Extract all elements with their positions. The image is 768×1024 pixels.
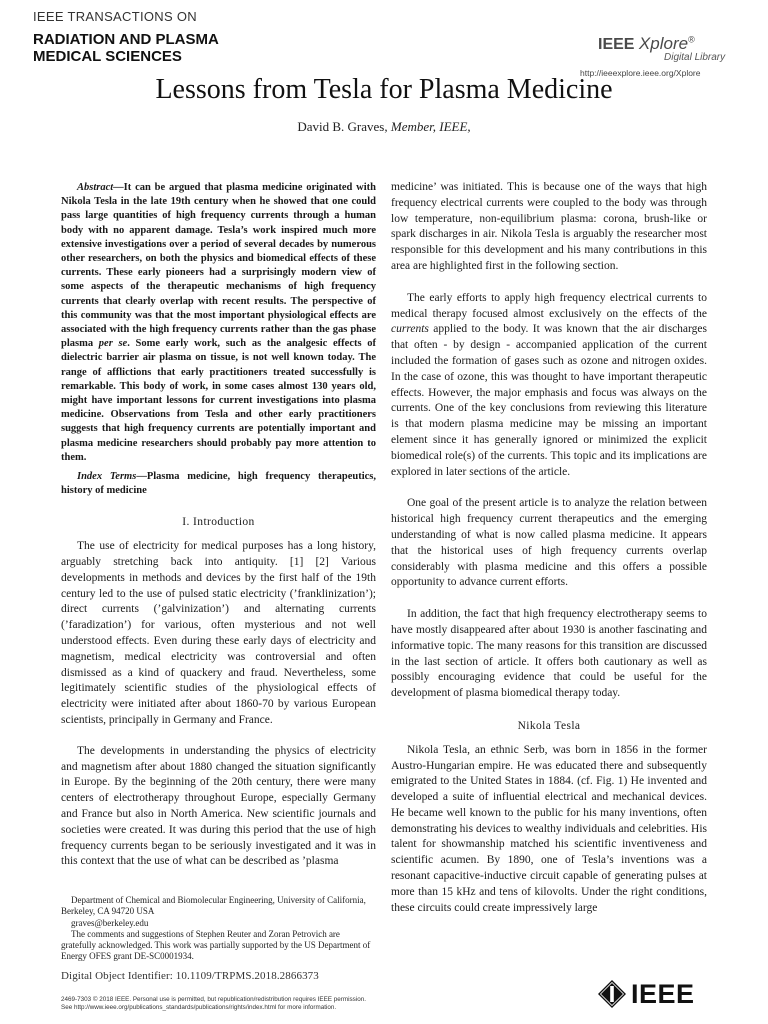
footnotes [61, 895, 376, 963]
tesla-paragraph: Nikola Tesla, an ethnic Serb, was born in 1856 in the former Austro-Hungarian empire. He was educated there and subsequently emigrated to the United States in 1884. (cf. Fig. 1) He invented and developed a suite of influential electrical and mechanical devices. He became well known to the public for his many inventions, often demonstrating his devices to wealthy individuals and celebrities. His talent for showmanship matched his scientific inventiveness and scientific acumen. By 1890, one of Tesla’s inventions was a resonant capacitive-inductive circuit capable of generating pulses at more than 15 kHz and tens of kilovolts. Under the right conditions, these circuits could create impressively large [391, 743, 707, 914]
rights-url-line: See http://www.ieee.org/publications_standards/publications/rights/index.html for more information. [61, 1004, 337, 1011]
xplore-word-text: Xplore [638, 34, 689, 53]
right-paragraph-2-text-b: applied to the body. It was known that the air discharges that often - by design - accompanied application of the current included the formation of gases such as ozone and nitrogen oxides. In the case of ozone, this was thought to have important therapeutic effects. However, the major emphasis and focus was always on the currents. One of the key conclusions from reviewing this literature is that modern plasma medicine may be missing an important element since it has generally ignored or minimized the explicit biomedical role(s) of the currents. This topic and its implications are explored in later sections of the article. [391, 323, 707, 478]
right-paragraph-3: One goal of the present article is to analyze the relation between historical high frequency current therapeutics and the emerging understanding of what is now called plasma medicine. It appears that the historical uses of high frequency currents overlap considerably with plasma medicine and this offers a possible opportunity to advance current efforts. [391, 497, 707, 589]
author-role: Member, IEEE, [390, 119, 471, 134]
left-column [61, 181, 376, 870]
right-paragraph-2 [391, 291, 707, 481]
intro-paragraph-2: The developments in understanding the physics of electricity and magnetism after about 1880 changed the situation significantly in Europe. By the beginning of the 20th century, there were many centers of electrotherapy throughout Europe, especially Germany and France but also in North America. New scientific journals and societies were created. It was during this period that the use of high frequency currents began to be seriously investigated and it was in this context that the use of what can be described as ’plasma [61, 744, 376, 868]
paper-title: Lessons from Tesla for Plasma Medicine [155, 74, 613, 105]
xplore-ieee-text: IEEE [598, 36, 635, 53]
currents-emphasis: currents [391, 323, 429, 336]
right-paragraph-4: In addition, the fact that high frequency electrotherapy seems to have mostly disappeared after about 1930 is another fascinating and informative topic. The many reasons for this transition are discussed in the last section of article. It offers both cautionary as well as possibly encouraging evidence that could be useful for the development of plasma biomedical therapy today. [391, 608, 707, 700]
xplore-url-link[interactable]: http://ieeexplore.ieee.org/Xplore [580, 68, 701, 78]
xplore-subtitle: Digital Library [664, 52, 726, 63]
abstract-emphasis: per se [98, 338, 128, 350]
xplore-registered-mark: ® [688, 34, 695, 45]
abstract [61, 181, 376, 465]
footnote-email[interactable]: graves@berkeley.edu [71, 917, 149, 928]
paragraph-gap [391, 480, 707, 496]
ieee-diamond-icon [597, 979, 627, 1009]
journal-name [33, 31, 219, 65]
author-name: David B. Graves, [297, 119, 388, 134]
right-paragraph-2-text-a: The early efforts to apply high frequency electrical currents to medical therapy focused almost exclusively on the effects of the [391, 291, 707, 320]
ieee-logo-text: IEEE [631, 979, 695, 1009]
section-heading-introduction: I. Introduction [182, 516, 255, 529]
abstract-label: Abstract [77, 182, 114, 193]
section-heading-nikola-tesla: Nikola Tesla [517, 719, 581, 732]
copyright-line: 2469-7303 © 2018 IEEE. Personal use is permitted, but republication/redistribution requires IEEE permission. [61, 996, 366, 1003]
right-column [391, 180, 707, 916]
paragraph-gap [61, 729, 376, 744]
abstract-text-2: . Some early work, such as the analgesic effects of dielectric barrier air plasma on tissue, is not well known today. The range of afflictions that early practitioners treated successfully is remarkable. This body of work, in some cases almost 130 years old, might have important lessons for current investigations into plasma medicine. Observations from Tesla and other early practitioners suggests that high frequency currents are potentially important and plasma medicine researchers should probably pay more attention to them. [61, 338, 376, 463]
right-paragraph-1: medicine’ was initiated. This is because one of the ways that high frequency electrical currents were coupled to the body was through low temperature, non-equilibrium plasma: corona, brush-like or spark discharges in air. Nikola Tesla is arguably the researcher most responsible for this development and his many contributions in this area are highlighted first in the following section. [391, 181, 707, 272]
journal-series: IEEE TRANSACTIONS ON [33, 9, 197, 24]
index-terms-text: —Plasma medicine, high frequency therapeutics, history of medicine [61, 471, 376, 497]
copyright-notice [61, 996, 581, 1012]
footnote-acknowledgment: The comments and suggestions of Stephen Reuter and Zoran Petrovich are gratefully acknowledged. This work was partially supported by the US Department of Energy OFES grant DE-SC0001934. [61, 928, 371, 962]
intro-paragraph-1: The use of electricity for medical purposes has a long history, arguably stretching back into antiquity. [1] [2] Various developments in methods and devices by the first half of the 19th century led to the use of pulsed static electricity (’franklinization’); direct currents (’galvinization’) and alternating currents (’faradization’) for various, often mysterious and not well understood effects. Even during these early days of electricity and magnetism, medical electricity was controversial and often dismissed as a kind of quackery and fraud. Nevertheless, some legitimately scientific studies of the physiological effects of electricity were initiated after about 1860-70 by various European scientists, principally in Germany and France. [61, 540, 376, 727]
paragraph-gap [391, 591, 707, 607]
journal-name-line2: MEDICAL SCIENCES [33, 48, 182, 65]
journal-name-line1: RADIATION AND PLASMA [33, 31, 219, 48]
ieee-xplore-logo[interactable] [598, 34, 695, 54]
paragraph-gap [391, 275, 707, 291]
index-terms [61, 470, 376, 498]
footnote-affiliation: Department of Chemical and Biomolecular Engineering, University of California, Berkeley, CA 94720 USA [61, 895, 366, 917]
ieee-logo [597, 977, 709, 1011]
abstract-text-1: —It can be argued that plasma medicine originated with Nikola Tesla in the late 19th century when he showed that one could pass large quantities of high frequency currents through a human body with no apparent damage. Tesla’s work inspired much more extensive investigations over a period of several decades by numerous other researchers, on both the physics and biomedical effects of these currents. These early pioneers had a surprisingly modern view of some aspects of the therapeutic mechanisms of high frequency currents that clearly overlap with recent results. The perspective of this community was that the most important physiological effects are associated with the high frequency currents rather than the gas phase plasma [61, 182, 376, 350]
author-line [0, 119, 768, 135]
index-terms-label: Index Terms [77, 471, 137, 483]
doi-line: Digital Object Identifier: 10.1109/TRPMS.2018.2866373 [61, 970, 319, 982]
